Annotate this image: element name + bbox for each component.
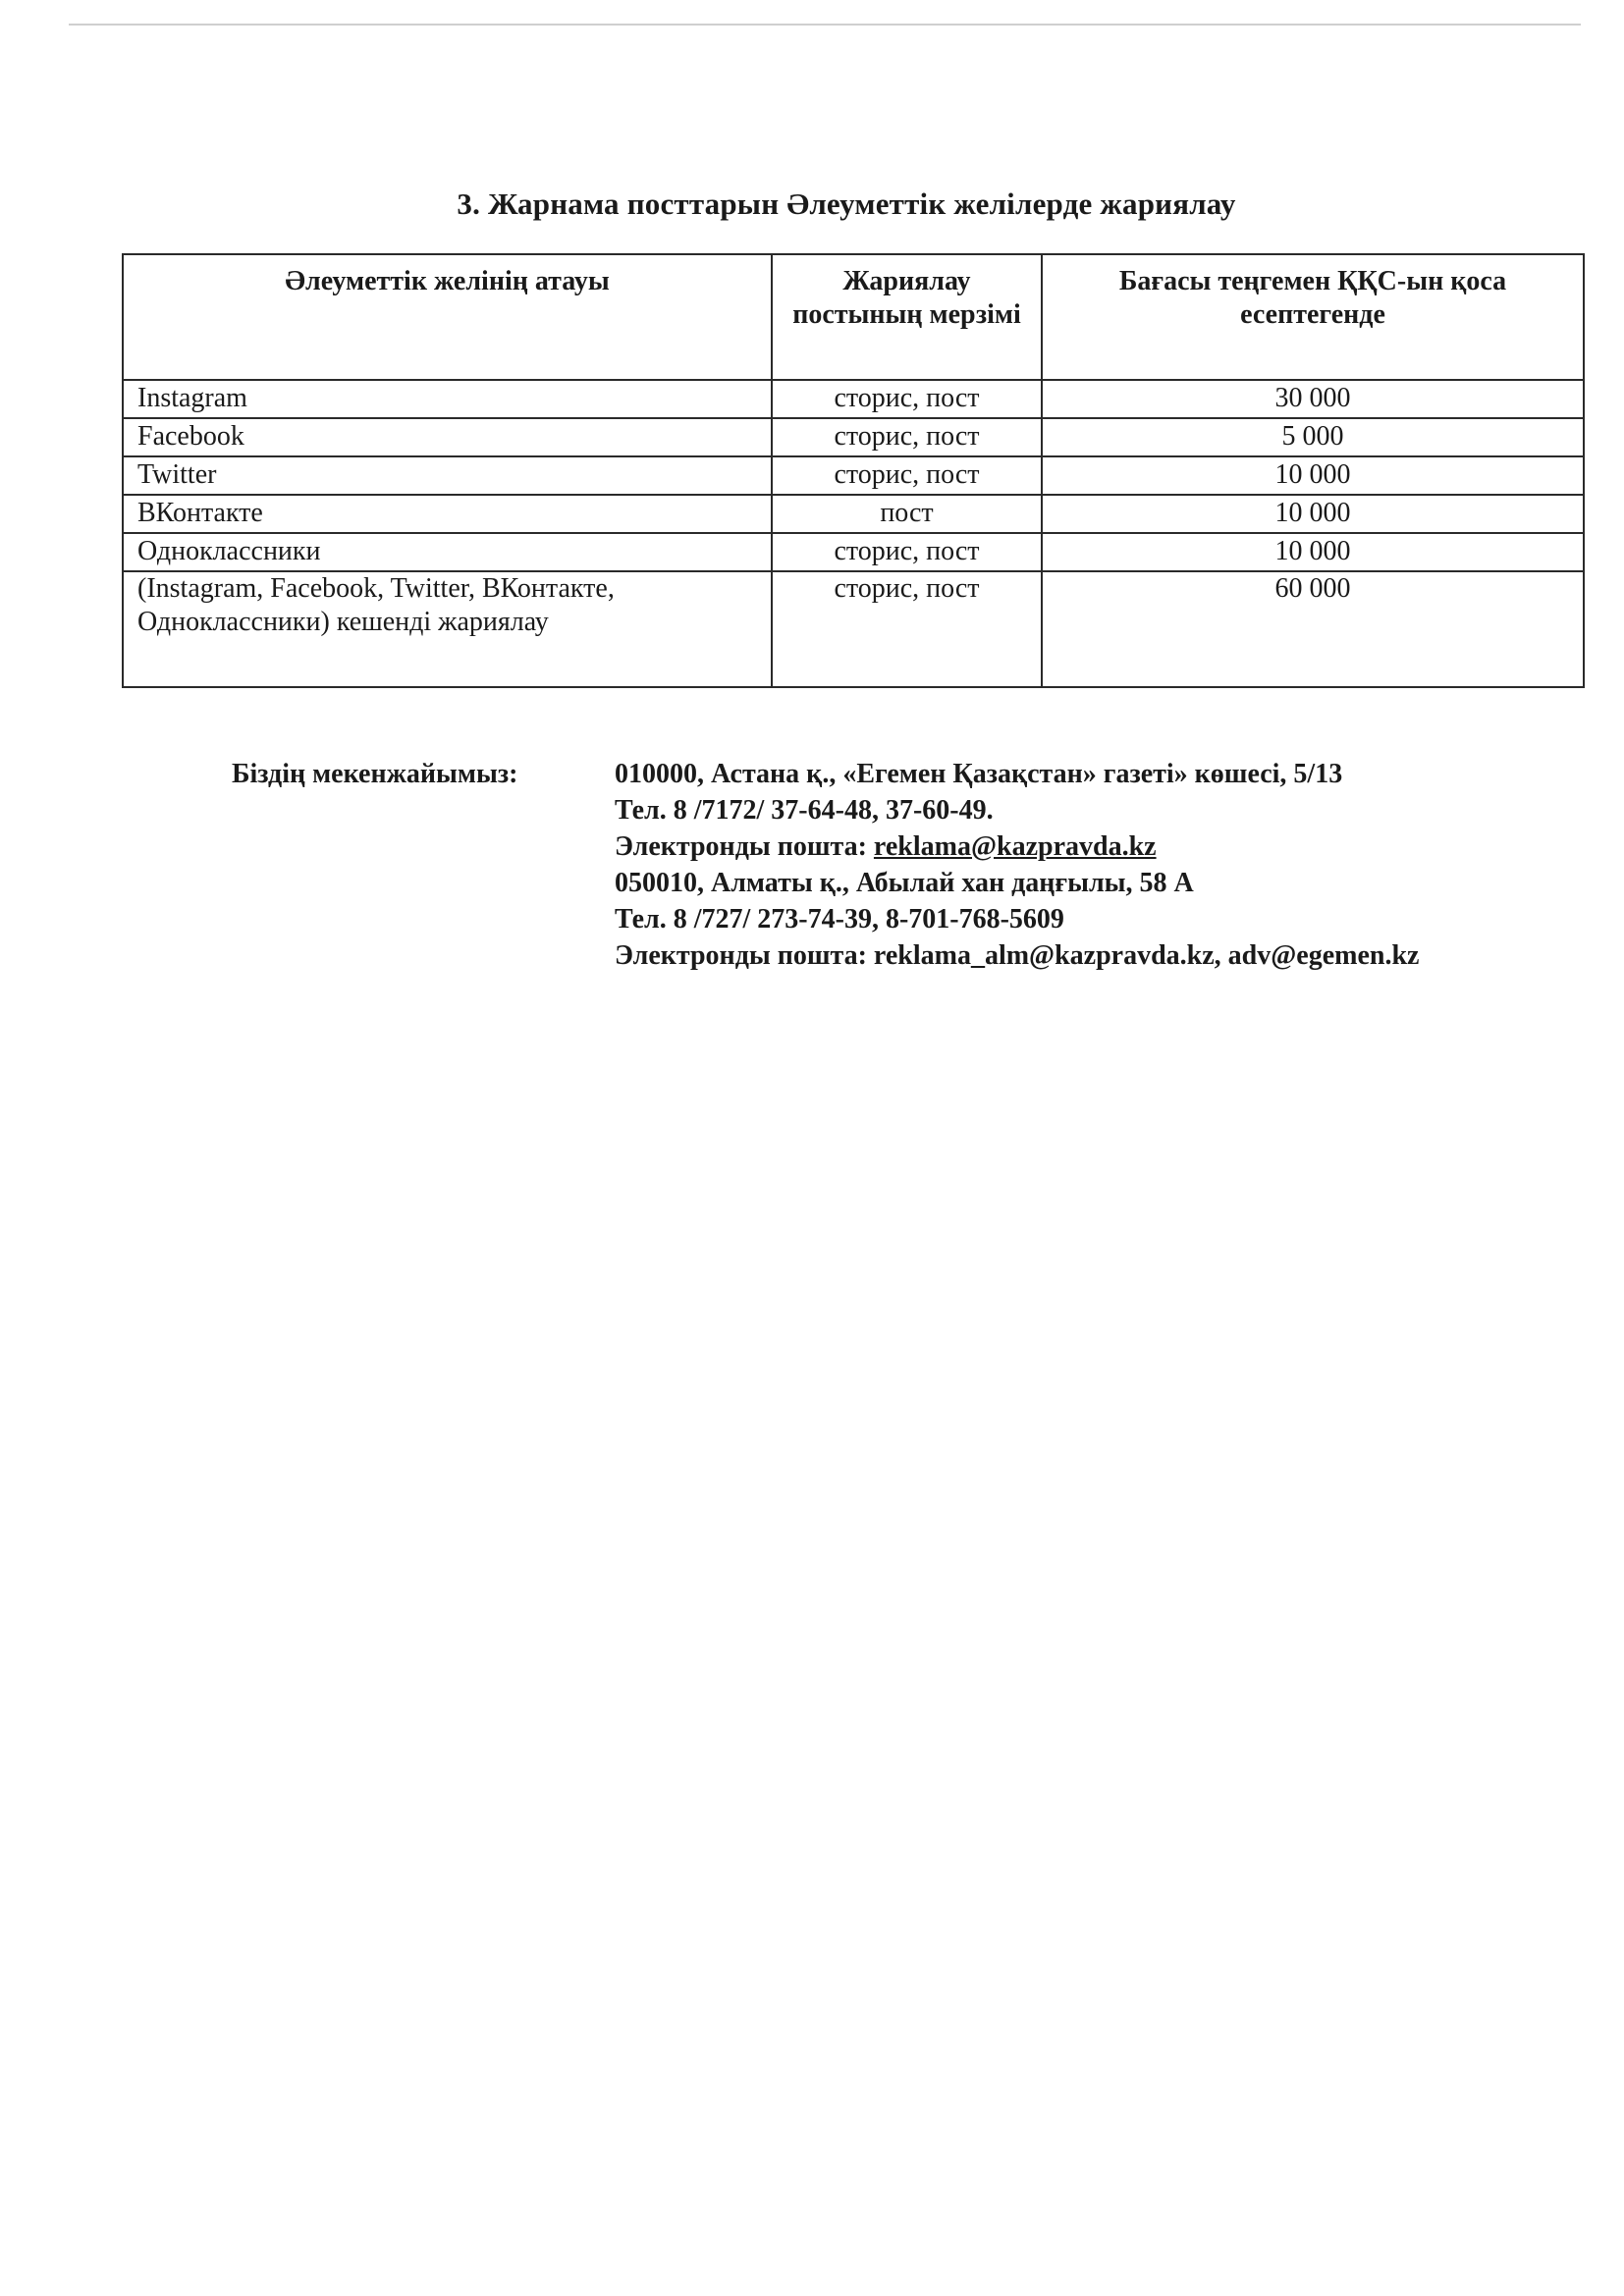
price-cell: 60 000: [1042, 571, 1584, 687]
table-row: [123, 495, 1584, 533]
contacts-label: Біздің мекенжайымыз:: [232, 759, 518, 789]
document-title: [0, 187, 1624, 222]
header-network-name: Әлеуметтік желінің атауы: [123, 254, 772, 380]
table-row: [123, 418, 1584, 456]
network-name-cell: Одноклассники: [123, 533, 772, 571]
table-row: [123, 533, 1584, 571]
table-row: [123, 456, 1584, 495]
price-cell: 10 000: [1042, 495, 1584, 533]
post-term-cell: сторис, пост: [772, 571, 1042, 687]
network-name-cell: (Instagram, Facebook, Twitter, ВКонтакте, Одноклассники) кешенді жариялау: [123, 571, 772, 687]
almaty-email-text: reklama_alm@kazpravda.kz, adv@egemen.kz: [873, 940, 1420, 971]
document-title-text: 3. Жарнама посттарын Әлеуметтік желілерде жариялау: [457, 187, 1236, 221]
header-post-term: Жариялау постының мерзімі: [772, 254, 1042, 380]
contacts-lines: [615, 756, 1419, 974]
pricing-table: [122, 253, 1585, 688]
astana-email-line: [615, 828, 1419, 865]
table-row: [123, 571, 1584, 687]
post-term-cell: пост: [772, 495, 1042, 533]
astana-phone: Тел. 8 /7172/ 37-64-48, 37-60-49.: [615, 795, 994, 826]
almaty-email-label: Электронды пошта:: [615, 940, 874, 971]
almaty-email-line: [615, 937, 1419, 974]
price-cell: 30 000: [1042, 380, 1584, 418]
table-header-row: [123, 254, 1584, 380]
network-name-cell: Facebook: [123, 418, 772, 456]
network-name-cell: Instagram: [123, 380, 772, 418]
astana-email-label: Электронды пошта:: [615, 831, 874, 862]
network-name-cell: Twitter: [123, 456, 772, 495]
price-cell: 10 000: [1042, 456, 1584, 495]
price-cell: 5 000: [1042, 418, 1584, 456]
table-row: [123, 380, 1584, 418]
header-price: Бағасы теңгемен ҚҚС-ын қоса есептегенде: [1042, 254, 1584, 380]
almaty-phone: Тел. 8 /727/ 273-74-39, 8-701-768-5609: [615, 904, 1064, 934]
almaty-address: 050010, Алматы қ., Абылай хан даңғылы, 58 А: [615, 868, 1194, 898]
price-cell: 10 000: [1042, 533, 1584, 571]
network-name-cell: ВКонтакте: [123, 495, 772, 533]
post-term-cell: сторис, пост: [772, 418, 1042, 456]
astana-address: 010000, Астана қ., «Егемен Қазақстан» газеті» көшесі, 5/13: [615, 759, 1343, 789]
astana-email-link[interactable]: reklama@kazpravda.kz: [873, 831, 1157, 862]
post-term-cell: сторис, пост: [772, 380, 1042, 418]
post-term-cell: сторис, пост: [772, 533, 1042, 571]
page-top-rule: [69, 24, 1581, 26]
post-term-cell: сторис, пост: [772, 456, 1042, 495]
